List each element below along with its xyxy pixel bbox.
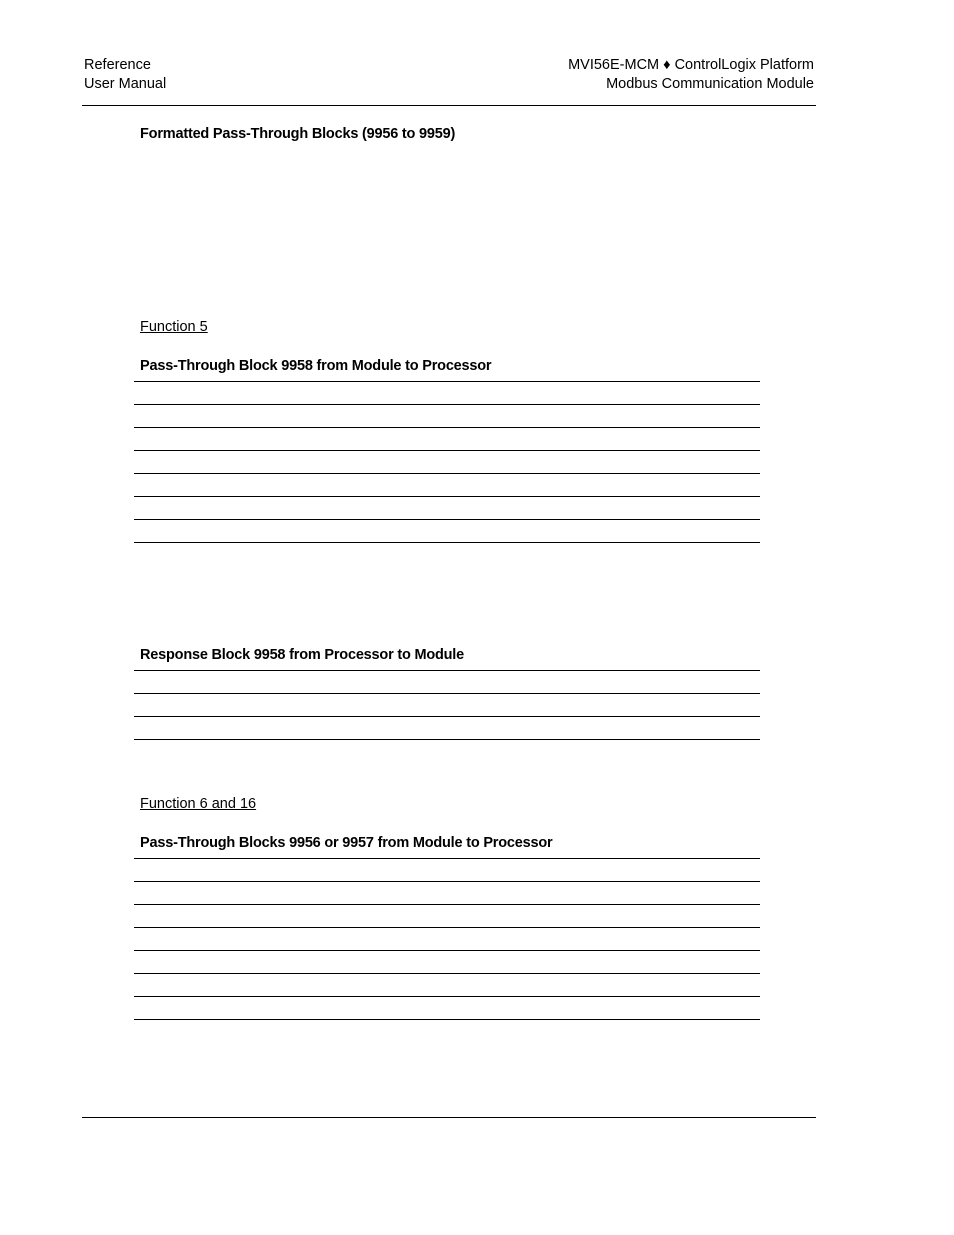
table-row [134,473,760,496]
table-row [134,881,760,904]
header-product: MVI56E-MCM ♦ ControlLogix Platform [568,57,814,73]
table-row [134,927,760,950]
table-row [134,904,760,927]
function-5-link[interactable]: Function 5 [140,319,208,335]
header-divider [82,105,816,106]
header-left [84,56,166,94]
table-row [134,404,760,427]
section-title: Formatted Pass-Through Blocks (9956 to 9959) [140,126,456,142]
table-row [134,716,760,740]
table-row [134,973,760,996]
pass-through-block-9958-table [134,381,760,543]
header-right [568,56,814,94]
table-row [134,858,760,881]
table-row [134,381,760,404]
header-module: Modbus Communication Module [606,76,814,92]
table-row [134,450,760,473]
table-1-title: Pass-Through Block 9958 from Module to Processor [140,358,492,374]
table-row [134,693,760,716]
function-6-and-16-link[interactable]: Function 6 and 16 [140,796,257,812]
table-2-title: Response Block 9958 from Processor to Module [140,647,464,663]
table-row [134,950,760,973]
footer-divider [82,1117,816,1118]
response-block-9958-table [134,670,760,740]
table-3-title: Pass-Through Blocks 9956 or 9957 from Module to Processor [140,835,553,851]
pass-through-blocks-9956-9957-table [134,858,760,1020]
table-row [134,670,760,693]
header-reference: Reference [84,57,151,73]
header-user-manual: User Manual [84,76,167,92]
table-row [134,496,760,519]
table-row [134,996,760,1020]
table-row [134,427,760,450]
table-row [134,519,760,543]
